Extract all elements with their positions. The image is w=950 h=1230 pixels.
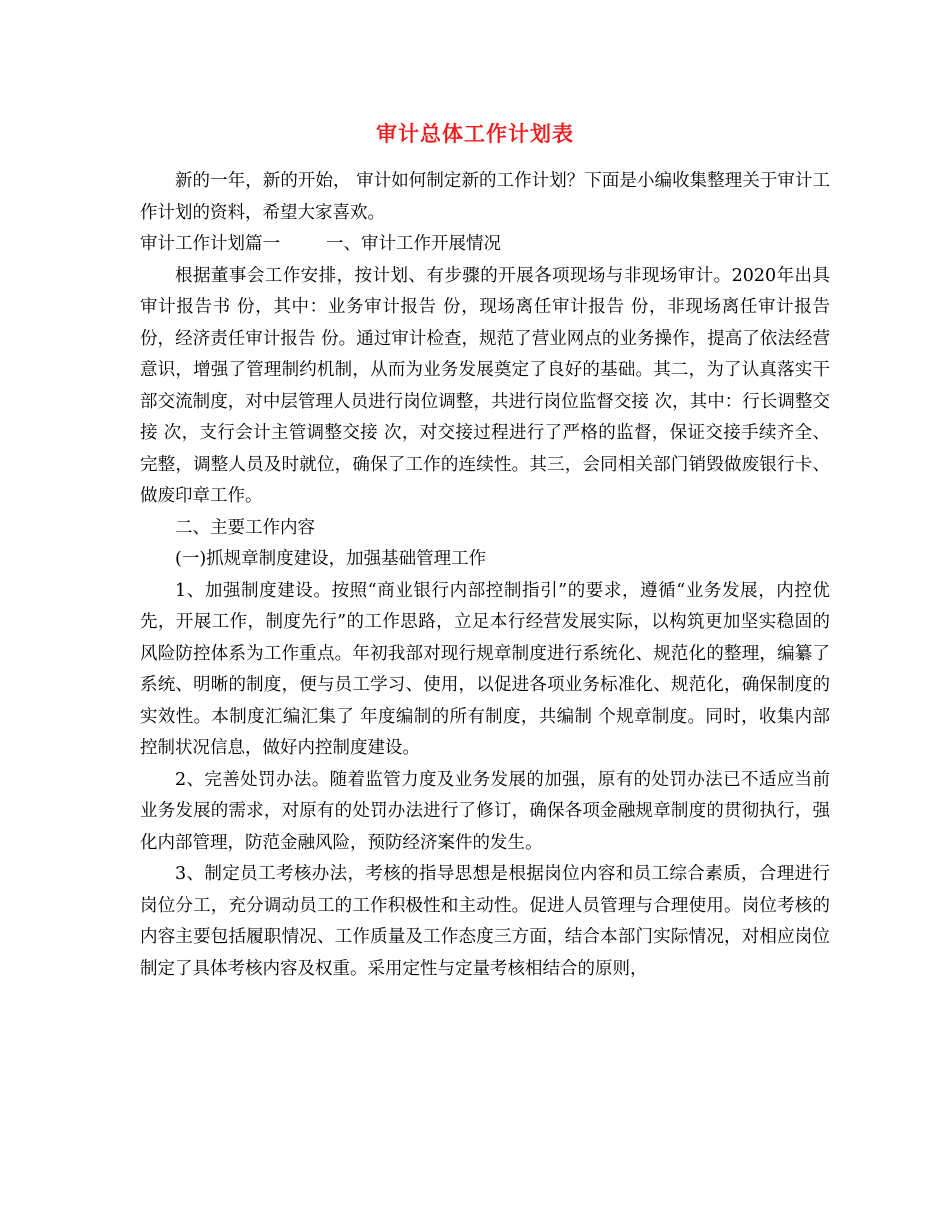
section-heading-line	[140, 229, 830, 261]
document-title: 审计总体工作计划表	[376, 121, 574, 146]
paragraph-1: 根据董事会工作安排，按计划、有步骤的开展各项现场与非现场审计。2020年出具审计报告书 份，其中：业务审计报告 份，现场离任审计报告 份，非现场离任审计报告 份，经济责任审计报告 份。通过审计检查，规范了营业网点的业务操作，提高了依法经营意识，增强了管理制约机制，从而为业务发展奠定了良好的基础。其二，为了认真落实干部交流制度，对中层管理人员进行岗位调整，共进行岗位监督交接 次，其中：行长调整交接 次，支行会计主管调整交接 次，对交接过程进行了严格的监督，保证交接手续齐全、完整，调整人员及时就位，确保了工作的连续性。其三，会同相关部门销毁做废银行卡、做废印章工作。	[140, 265, 830, 506]
paragraph-2: 1、加强制度建设。按照“商业银行内部控制指引”的要求，遵循“业务发展，内控优先，开展工作，制度先行”的工作思路，立足本行经营发展实际，以构筑更加坚实稳固的风险防控体系为工作重点。年初我部对现行规章制度进行系统化、规范化的整理，编纂了系统、明晰的制度，便与员工学习、使用，以促进各项业务标准化、规范化，确保制度的实效性。本制度汇编汇集了 年度编制的所有制度，共编制 个规章制度。同时，收集内部控制状况信息，做好内控制度建设。	[140, 580, 830, 758]
section-label: 审计工作计划篇一	[140, 234, 280, 254]
document-body	[140, 166, 830, 985]
section-heading-1: 一、审计工作开展情况	[326, 234, 501, 254]
section-heading-2: 二、主要工作内容	[175, 517, 315, 538]
paragraph-3: 2、完善处罚办法。随着监管力度及业务发展的加强，原有的处罚办法已不适应当前业务发展的需求，对原有的处罚办法进行了修订，确保各项金融规章制度的贯彻执行，强化内部管理，防范金融风险，预防经济案件的发生。	[140, 769, 830, 853]
subheading-1: (一)抓规章制度建设，加强基础管理工作	[175, 549, 487, 569]
paragraph-4: 3、制定员工考核办法，考核的指导思想是根据岗位内容和员工综合素质，合理进行岗位分工，充分调动员工的工作积极性和主动性。促进人员管理与合理使用。岗位考核的内容主要包括履职情况、工作质量及工作态度三方面，结合本部门实际情况，对相应岗位制定了具体考核内容及权重。采用定性与定量考核相结合的原则，	[140, 864, 830, 979]
intro-paragraph: 新的一年，新的开始， 审计如何制定新的工作计划？下面是小编收集整理关于审计工作计划的资料，希望大家喜欢。	[140, 171, 830, 223]
